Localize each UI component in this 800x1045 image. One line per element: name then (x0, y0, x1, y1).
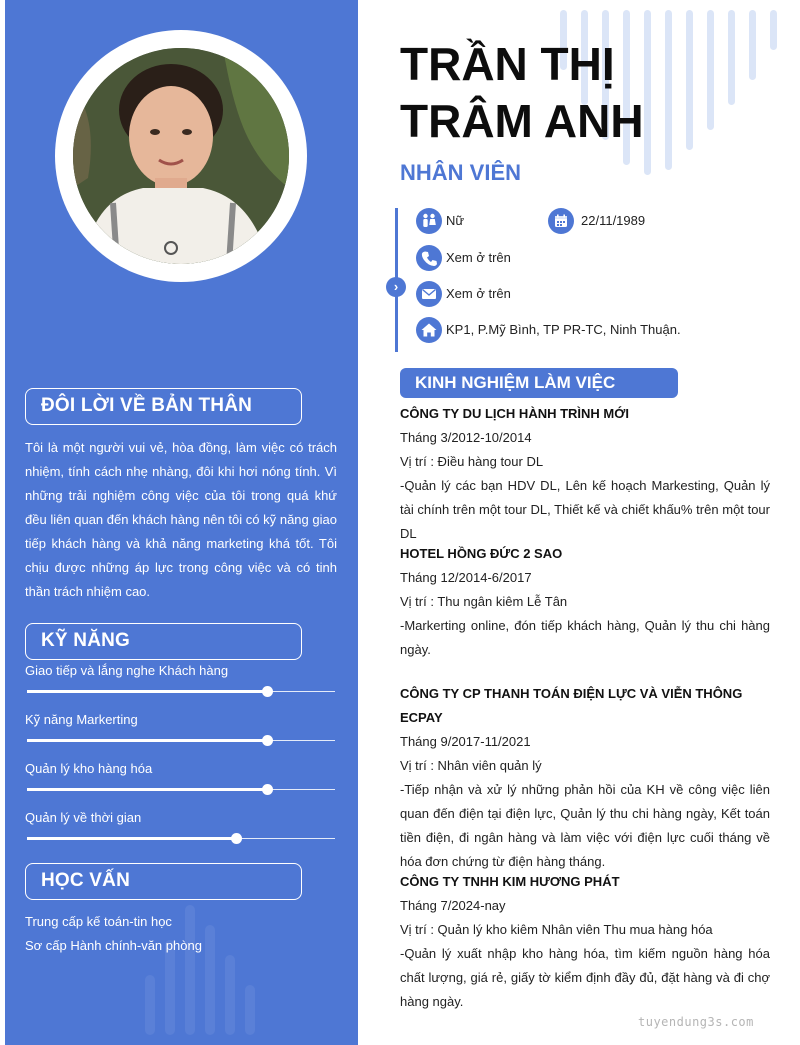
skill-name: Kỹ năng Markerting (25, 712, 138, 727)
skill-level-bar (27, 789, 335, 790)
decorative-bar (749, 10, 756, 80)
job-entry (400, 542, 770, 662)
job-entry (400, 870, 770, 1014)
candidate-name: TRẦN THỊ TRÂM ANH (400, 38, 644, 147)
about-section-title: ĐÔI LỜI VỀ BẢN THÂN (25, 388, 302, 425)
decorative-bar (707, 10, 714, 130)
job-description: -Quản lý xuất nhập kho hàng hóa, tìm kiếm nguồn hàng hóa chất lượng, giá rẻ, giấy tờ kiểm định đầy đủ, đặt hàng và đi chợ hàng ngày. (400, 946, 770, 1009)
address-value: KP1, P.Mỹ Bình, TP PR-TC, Ninh Thuận. (446, 322, 681, 337)
skill-name: Quản lý về thời gian (25, 810, 142, 825)
job-description: -Quản lý các bạn HDV DL, Lên kế hoạch Markesting, Quản lý tài chính trên một tour DL, Thiết kế và chiết khấu% trên một tour DL (400, 478, 770, 541)
job-company: HOTEL HỒNG ĐỨC 2 SAO (400, 546, 563, 561)
email-icon (416, 281, 442, 307)
skill-level-knob (262, 686, 273, 697)
job-period: Tháng 9/2017-11/2021 (400, 734, 531, 749)
job-company: CÔNG TY TNHH KIM HƯƠNG PHÁT (400, 874, 620, 889)
avatar-frame (55, 30, 307, 282)
job-description: -Markerting online, đón tiếp khách hàng, Quản lý thu chi hàng ngày. (400, 618, 770, 657)
skill-item (25, 810, 337, 839)
job-entry (400, 402, 770, 546)
decorative-bar (728, 10, 735, 105)
phone-value: Xem ở trên (446, 250, 511, 265)
skill-level-fill (27, 788, 267, 791)
home-icon (416, 317, 442, 343)
job-role: Vị trí : Điều hàng tour DL (400, 454, 544, 469)
education-item: Trung cấp kế toán-tin học (25, 914, 172, 929)
job-entry (400, 682, 770, 874)
gender-icon (416, 208, 442, 234)
job-role: Vị trí : Quản lý kho kiêm Nhân viên Thu mua hàng hóa (400, 922, 713, 937)
job-role: Vị trí : Nhân viên quản lý (400, 758, 542, 773)
job-company: CÔNG TY CP THANH TOÁN ĐIỆN LỰC VÀ VIỄN THÔNG ECPAY (400, 686, 743, 725)
avatar-photo (73, 48, 289, 264)
experience-section-title: KINH NGHIỆM LÀM VIỆC (400, 368, 678, 398)
job-role: Vị trí : Thu ngân kiêm Lễ Tân (400, 594, 568, 609)
job-period: Tháng 12/2014-6/2017 (400, 570, 532, 585)
decorative-bar (770, 10, 777, 50)
skill-name: Quản lý kho hàng hóa (25, 761, 153, 776)
about-text: Tôi là một người vui vẻ, hòa đồng, làm việc có trách nhiệm, tính cách nhẹ nhàng, đôi khi hơi nóng tính. Vì những trải nghiệm công việc của tôi trong quá khứ đều liên quan đến khách hàng nên tôi có kỹ năng giao tiếp khách hàng và khả năng marketing khá tốt. Tôi chịu được những áp lực trong công việc và có tinh thần trách nhiệm cao. (25, 440, 337, 599)
skill-level-bar (27, 740, 335, 741)
watermark: tuyendung3s.com (638, 1015, 754, 1029)
calendar-icon (548, 208, 574, 234)
job-period: Tháng 7/2024-nay (400, 898, 506, 913)
skill-item (25, 761, 337, 790)
gender-value: Nữ (446, 213, 465, 228)
skill-level-knob (262, 735, 273, 746)
candidate-position: NHÂN VIÊN (400, 160, 522, 185)
skill-level-fill (27, 690, 267, 693)
education-item: Sơ cấp Hành chính-văn phòng (25, 938, 202, 953)
skill-level-fill (27, 739, 267, 742)
skill-name: Giao tiếp và lắng nghe Khách hàng (25, 663, 229, 678)
job-description: -Tiếp nhận và xử lý những phản hồi của KH về công việc liên quan đến điện tại điện lực, Quản lý thu chi hàng ngày, Kết toán tiền điện, đi ngân hàng và làm việc với điện lực cuối tháng về hóa đơn chứng từ điện hàng tháng. (400, 782, 770, 869)
skill-level-knob (231, 833, 242, 844)
skill-level-fill (27, 837, 236, 840)
sidebar (5, 0, 358, 1045)
email-value: Xem ở trên (446, 286, 511, 301)
avatar (73, 48, 289, 264)
job-company: CÔNG TY DU LỊCH HÀNH TRÌNH MỚI (400, 406, 629, 421)
phone-icon (416, 245, 442, 271)
skill-level-bar (27, 691, 335, 692)
birthdate-value: 22/11/1989 (581, 213, 646, 228)
education-section-title: HỌC VẤN (25, 863, 302, 900)
skill-level-bar (27, 838, 335, 839)
job-period: Tháng 3/2012-10/2014 (400, 430, 532, 445)
skill-item (25, 663, 337, 692)
chevron-right-icon: › (386, 277, 406, 297)
skills-section-title: KỸ NĂNG (25, 623, 302, 660)
skill-item (25, 712, 337, 741)
skill-level-knob (262, 784, 273, 795)
